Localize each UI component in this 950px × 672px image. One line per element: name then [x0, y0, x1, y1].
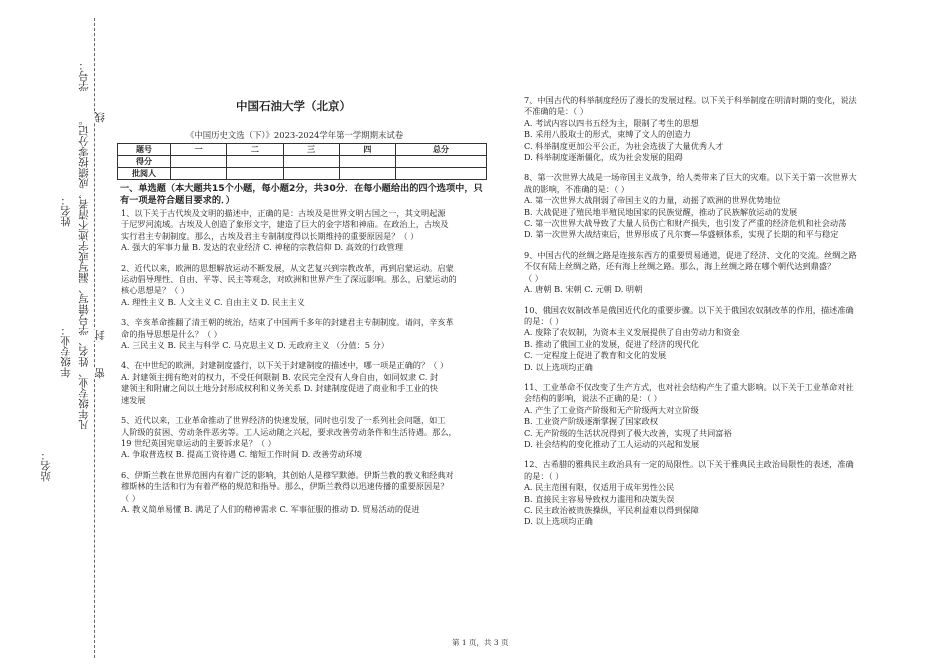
- score-header-cell: 三: [283, 144, 339, 156]
- question-7: [524, 95, 924, 163]
- question-line: 战的影响，不准确的是：（ ）: [524, 183, 629, 194]
- score-cell: [171, 156, 227, 168]
- score-header-cell: 一: [171, 144, 227, 156]
- question-line: 9、中国古代的丝绸之路是连接东西方的重要贸易通道，促进了经济、文化的交流。丝绸之路: [524, 249, 857, 260]
- seal-label: 封: [94, 330, 106, 341]
- site-label: 站名：: [40, 450, 52, 482]
- question-10: [524, 305, 924, 373]
- question-line: 于尼罗河流域。古埃及人创造了象形文字，建造了巨大的金字塔和神庙。在政治上，古埃及: [121, 219, 449, 230]
- score-cell: [283, 156, 339, 168]
- grader-cell: [396, 168, 487, 180]
- score-header-cell: 题号: [118, 144, 171, 156]
- student-id-label: 学号：: [78, 60, 90, 92]
- question-line: 4、在中世纪的欧洲，封建制度盛行，以下关于封建制度的描述中，哪一项是正确的？（ ）: [121, 360, 449, 371]
- exam-subtitle: 《中国历史文选（下）》2023-2024学年第一学期期末试卷: [186, 130, 404, 140]
- question-option: A. 第一次世界大战削弱了帝国主义的力量，动摇了欧洲的世界优势地位: [524, 195, 781, 206]
- grader-row: [118, 168, 487, 180]
- name-label: 姓名：: [60, 195, 72, 227]
- right-column: [524, 95, 924, 528]
- question-option: C. 无产阶级的生活状况得到了极大改善，实现了共同富裕: [524, 427, 732, 438]
- exam-title: 中国石油大学（北京）: [236, 99, 351, 113]
- question-options: A. 教义简单易懂 B. 满足了人们的精神需求 C. 军事征服的推动 D. 贸易活动的促进: [121, 503, 420, 514]
- question-options: A. 争取普选权 B. 提高工资待遇 C. 缩短工作时间 D. 改善劳动环境: [121, 449, 363, 460]
- question-line: 5、近代以来，工业革命推动了世界经济的快速发展，同时也引发了一系列社会问题，如工: [121, 415, 446, 426]
- score-header-row: [118, 144, 487, 156]
- question-option: A. 唐朝 B. 宋朝 C. 元朝 D. 明朝: [524, 284, 643, 295]
- line-label: 线: [94, 112, 106, 123]
- question-options: 建领主和附庸之间以土地分封形成权利和义务关系 D. 封建制度促进了商业和手工业的快: [121, 383, 439, 394]
- question-options: A. 强大的军事力量 B. 发达的农业经济 C. 神秘的宗教信仰 D. 高效的行政管理: [121, 242, 404, 253]
- question-option: A. 产生了工业资产阶级和无产阶级两大对立阶级: [524, 404, 699, 415]
- question-11: [524, 382, 924, 450]
- question-option: B. 推动了俄国工业的发展，促进了经济的现代化: [524, 338, 699, 349]
- score-cell: [396, 156, 487, 168]
- question-option: D. 以上选项均正确: [524, 516, 593, 527]
- page-footer: 第 1 页，共 3 页: [452, 638, 509, 647]
- question-option: D. 第一次世界大战结束后，世界形成了凡尔赛—华盛顿体系，实现了长期的和平与稳定: [524, 229, 839, 240]
- question-line: 会结构的影响，说法不正确的是：（ ）: [524, 393, 662, 404]
- question-line: 不准确的是：（ ）: [524, 106, 589, 117]
- grader-cell: [171, 168, 227, 180]
- binding-sidebar: [0, 0, 110, 672]
- exam-notice: 凡年级专业、姓名、学号错写、漏写或字迹不清者，成绩按零分记。: [78, 115, 90, 430]
- question-option: B. 直接民主容易导致权力滥用和决策失误: [524, 493, 675, 504]
- seal-char: 密: [94, 368, 106, 379]
- question-option: C. 第一次世界大战导致了大量人员伤亡和财产损失，也引发了严重的经济危机和社会动荡: [524, 218, 847, 229]
- question-line: 命的指导思想是什么？（ ）: [121, 328, 222, 339]
- question-line: 12、古希腊的雅典民主政治具有一定的局限性。以下关于雅典民主政治局限性的表述，准确: [524, 459, 854, 470]
- question-option: D. 科举制度逐渐僵化，成为社会发展的阻碍: [524, 152, 683, 163]
- question-option: A. 考试内容以四书五经为主，限制了考生的思想: [524, 117, 699, 128]
- score-header-cell: 总分: [396, 144, 487, 156]
- question-line: 不仅有陆上丝绸之路，还有海上丝绸之路。那么，海上丝绸之路在哪个朝代达到鼎盛？: [524, 261, 836, 272]
- question-option: A. 废除了农奴制，为资本主义发展提供了自由劳动力和资金: [524, 327, 740, 338]
- question-line: 人阶级的贫困、劳动条件恶劣等。工人运动随之兴起，要求改善劳动条件和生活待遇。那么，: [121, 426, 457, 437]
- question-line: 2、近代以来，欧洲的思想解放运动不断发展，从文艺复兴到宗教改革，再到启蒙运动。启蒙: [121, 262, 454, 273]
- question-line: 19 世纪英国宪章运动的主要诉求是？（ ）: [121, 437, 276, 448]
- score-header-cell: 四: [339, 144, 395, 156]
- question-9: [524, 250, 924, 296]
- question-line: 11、工业革命不仅改变了生产方式，也对社会结构产生了重大影响。以下关于工业革命对社: [524, 381, 854, 392]
- grader-row-label: 批阅人: [118, 168, 171, 180]
- question-line: 6、伊斯兰教在世界范围内有着广泛的影响，其创始人是穆罕默德。伊斯兰教的教义和经典对: [121, 469, 454, 480]
- question-option: C. 一定程度上促进了教育和文化的发展: [524, 350, 667, 361]
- score-cell: [227, 156, 283, 168]
- question-line: 核心思想是？（ ）: [121, 285, 190, 296]
- question-1: [121, 208, 493, 254]
- question-line: 的是：（ ）: [524, 315, 564, 326]
- score-cell: [339, 156, 395, 168]
- question-option: B. 工业资产阶级逐渐掌握了国家政权: [524, 416, 659, 427]
- grader-cell: [283, 168, 339, 180]
- score-row-label: 得分: [118, 156, 171, 168]
- grade-major-label: 年级专业：: [60, 325, 72, 378]
- question-line: 运动倡导理性、自由、平等、民主等观念，对欧洲和世界产生了深远影响。那么，启蒙运动的: [121, 274, 457, 285]
- score-table: [117, 143, 487, 180]
- question-2: [121, 263, 493, 309]
- question-line: 1、以下关于古代埃及文明的描述中，正确的是：古埃及是世界文明古国之一，其文明起源: [121, 208, 446, 218]
- question-option: D. 社会结构的变化推动了工人运动的兴起和发展: [524, 438, 700, 449]
- question-option: C. 民主政治被贵族操纵，平民利益难以得到保障: [524, 505, 699, 515]
- section-heading: 一、单选题（本大题共15个小题，每小题2分，共30分．在每小题给出的四个选项中，只有一项是符合题目要求的．）: [120, 183, 483, 206]
- question-line: 实行君主专制制度。那么，古埃及君主专制制度得以长期维持的重要原因是？（ ）: [121, 230, 419, 241]
- question-line: 3、辛亥革命推翻了清王朝的统治，结束了中国两千多年的封建君主专制制度。请问，辛亥革: [121, 317, 454, 328]
- question-line: （ ）: [121, 492, 140, 503]
- question-6: [121, 470, 493, 516]
- question-12: [524, 459, 924, 527]
- left-column: [121, 208, 493, 515]
- question-4: [121, 360, 493, 406]
- question-option: D. 以上选项均正确: [524, 361, 593, 372]
- question-line: 的是：（ ）: [524, 470, 564, 481]
- question-options: A. 封建领主拥有绝对的权力，不受任何限制 B. 农民完全没有人身自由，如同奴隶 C. 封: [121, 371, 439, 382]
- question-options: A. 理性主义 B. 人文主义 C. 自由主义 D. 民主主义: [121, 296, 305, 307]
- question-5: [121, 415, 493, 461]
- question-option: B. 大战促进了殖民地半殖民地国家的民族觉醒，推动了民族解放运动的发展: [524, 206, 798, 217]
- question-option: C. 科举制度更加公平公正，为社会选拔了大量优秀人才: [524, 140, 724, 151]
- question-line: 10、俄国农奴制改革是俄国近代化的重要步骤。以下关于俄国农奴制改革的作用，描述准确: [524, 304, 854, 315]
- score-header-cell: 二: [227, 144, 283, 156]
- score-row: [118, 156, 487, 168]
- question-line: 8、第一次世界大战是一场帝国主义战争，给人类带来了巨大的灾难。以下关于第一次世界大: [524, 172, 857, 183]
- grader-cell: [227, 168, 283, 180]
- question-line: 7、中国古代的科举制度经历了漫长的发展过程。以下关于科举制度在明清时期的变化，说法: [524, 95, 857, 105]
- question-line: 穆斯林的生活和行为有着严格的规范和指导。那么，伊斯兰教得以迅速传播的重要原因是？: [121, 481, 449, 492]
- question-3: [121, 317, 493, 351]
- question-line: （ ）: [524, 272, 543, 283]
- question-8: [524, 172, 924, 240]
- question-options: 速发展: [121, 394, 146, 405]
- grader-cell: [339, 168, 395, 180]
- question-option: A. 民主范围有限，仅适用于成年男性公民: [524, 482, 675, 493]
- question-option: B. 采用八股取士的形式，束缚了文人的创造力: [524, 129, 691, 140]
- question-options: A. 三民主义 B. 民主与科学 C. 马克思主义 D. 无政府主义 （分值：5 分）: [121, 340, 389, 351]
